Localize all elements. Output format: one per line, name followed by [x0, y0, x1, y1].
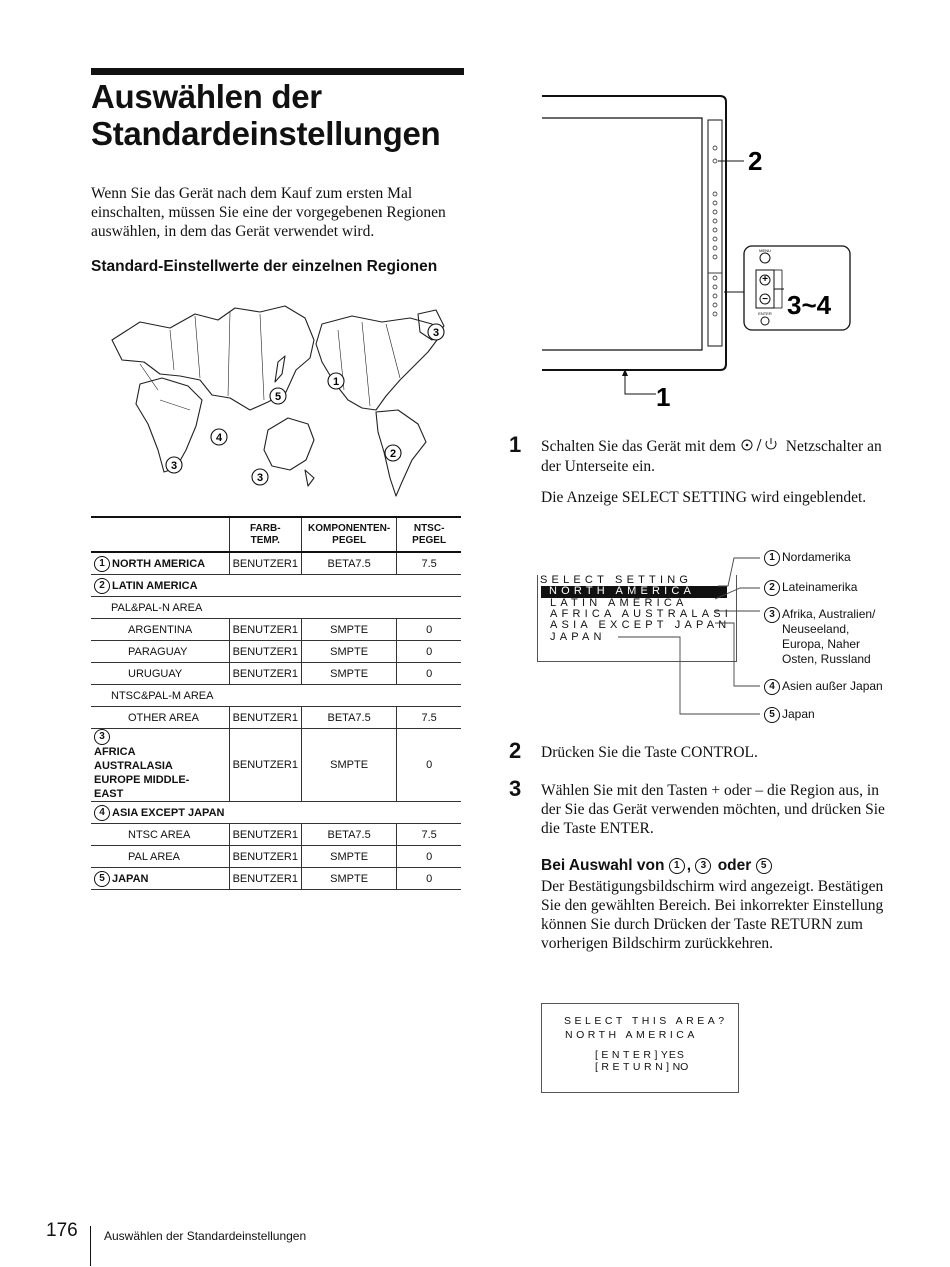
map-label-1: 1	[332, 376, 340, 388]
table-row	[91, 552, 461, 575]
power-switch-icon	[740, 438, 782, 457]
intro-paragraph: Wenn Sie das Gerät nach dem Kauf zum ersten Mal einschalten, müssen Sie eine der vorgegebenen Regionen auswählen, in dem das Gerät verwendet wird.	[91, 185, 446, 240]
row-region-label: PAL&PAL-N AREA	[91, 597, 461, 619]
row-value-c1: BENUTZER1	[229, 729, 301, 802]
enter-label: ENTER	[758, 311, 772, 316]
regions-subheading: Standard-Einstellwerte der einzelnen Regionen	[91, 258, 438, 275]
callout-2: 2	[748, 146, 763, 176]
table-row	[91, 802, 461, 824]
table-row	[91, 641, 461, 663]
region-defaults-table	[91, 516, 461, 890]
svg-text:−: −	[762, 294, 768, 305]
region-label-2: 2 Lateinamerika	[764, 580, 857, 596]
row-value-c3: 0	[397, 641, 461, 663]
row-value-c3: 0	[397, 868, 461, 890]
row-region-label: 1 NORTH AMERICA	[91, 552, 229, 575]
confirm-line-1: SELECT THIS AREA?	[564, 1015, 728, 1027]
confirm-enter: [ENTER]YES	[595, 1049, 685, 1061]
step-2-number: 2	[509, 738, 522, 763]
step-3-text: Wählen Sie mit den Tasten + oder – die Region aus, in der Sie das Gerät verwenden möchten, und drücken Sie die Taste ENTER.	[541, 782, 885, 837]
selection-num-3: 3	[695, 858, 711, 874]
select-item-asia: ASIA EXCEPT JAPAN	[550, 619, 731, 631]
row-value-c3: 0	[397, 663, 461, 685]
map-label-3a: 3	[432, 327, 440, 339]
confirm-return: [RETURN]NO	[595, 1061, 689, 1073]
row-value-c2: SMPTE	[301, 641, 396, 663]
table-row	[91, 619, 461, 641]
page-number: 176	[46, 1220, 78, 1241]
row-region-label: 4 ASIA EXCEPT JAPAN	[91, 802, 461, 824]
row-value-c1: BENUTZER1	[229, 641, 301, 663]
row-region-label: NTSC AREA	[91, 824, 229, 846]
region-label-4: 4 Asien außer Japan	[764, 679, 883, 695]
map-label-4: 4	[215, 432, 223, 444]
row-value-c1: BENUTZER1	[229, 824, 301, 846]
table-row	[91, 868, 461, 890]
row-value-c1: BENUTZER1	[229, 619, 301, 641]
confirm-line-2: NORTH AMERICA	[565, 1029, 698, 1041]
table-row	[91, 597, 461, 619]
row-value-c3: 7.5	[397, 707, 461, 729]
menu-label: MENU	[759, 248, 771, 253]
selection-num-1: 1	[669, 858, 685, 874]
table-row	[91, 707, 461, 729]
svg-text:+: +	[762, 274, 768, 285]
table-row	[91, 824, 461, 846]
map-label-5: 5	[274, 391, 282, 403]
step-2-text: Drücken Sie die Taste CONTROL.	[541, 744, 758, 761]
selection-num-5: 5	[756, 858, 772, 874]
select-item-japan: JAPAN	[550, 631, 606, 643]
region-label-5: 5 Japan	[764, 707, 815, 723]
step-1-text: Schalten Sie das Gerät mit dem Netzschalter an der Unterseite ein.	[541, 438, 882, 475]
select-item-latin-america: LATIN AMERICA	[550, 597, 688, 609]
running-title: Auswählen der Standardeinstellungen	[104, 1229, 307, 1243]
row-region-label: URUGUAY	[91, 663, 229, 685]
select-item-north-america: NORTH AMERICA	[541, 586, 727, 598]
table-row	[91, 846, 461, 868]
row-region-label: 3AFRICA AUSTRALASIA EUROPE MIDDLE-EAST	[91, 729, 229, 802]
region-number-badge: 3	[94, 729, 110, 745]
row-value-c2: BETA7.5	[301, 824, 396, 846]
row-value-c1: BENUTZER1	[229, 846, 301, 868]
map-label-2: 2	[389, 448, 397, 460]
header-ntsc-pegel: NTSC- PEGEL	[397, 517, 461, 552]
callout-1: 1	[656, 382, 671, 412]
callout-3-4: 3~4	[787, 290, 832, 320]
row-value-c2: BETA7.5	[301, 552, 396, 575]
row-value-c1: BENUTZER1	[229, 552, 301, 575]
region-number-badge: 1	[94, 556, 110, 572]
world-region-map	[100, 300, 460, 500]
row-value-c3: 0	[397, 619, 461, 641]
row-region-label: PAL AREA	[91, 846, 229, 868]
map-label-3c: 3	[256, 472, 264, 484]
row-value-c2: SMPTE	[301, 729, 396, 802]
table-row	[91, 663, 461, 685]
select-callout-lines	[600, 548, 770, 728]
row-value-c3: 0	[397, 846, 461, 868]
row-region-label: ARGENTINA	[91, 619, 229, 641]
row-value-c3: 0	[397, 729, 461, 802]
region-number-badge: 2	[94, 578, 110, 594]
row-value-c1: BENUTZER1	[229, 868, 301, 890]
row-value-c3: 7.5	[397, 824, 461, 846]
monitor-illustration	[538, 88, 858, 418]
row-region-label: NTSC&PAL-M AREA	[91, 685, 461, 707]
header-komponenten-pegel: KOMPONENTEN- PEGEL	[301, 517, 396, 552]
confirm-screen	[541, 1003, 739, 1093]
footer-divider	[90, 1226, 91, 1266]
row-value-c2: SMPTE	[301, 846, 396, 868]
row-region-label: 2 LATIN AMERICA	[91, 575, 461, 597]
row-value-c2: BETA7.5	[301, 707, 396, 729]
region-number-badge: 4	[94, 805, 110, 821]
row-region-label: OTHER AREA	[91, 707, 229, 729]
row-region-label: 5 JAPAN	[91, 868, 229, 890]
map-label-3b: 3	[170, 460, 178, 472]
row-value-c3: 7.5	[397, 552, 461, 575]
row-value-c2: SMPTE	[301, 868, 396, 890]
select-screen-title: SELECT SETTING	[540, 574, 693, 586]
table-row	[91, 575, 461, 597]
header-farb-temp: FARB- TEMP.	[229, 517, 301, 552]
title-rule	[91, 68, 464, 75]
region-label-1: 1 Nordamerika	[764, 550, 851, 566]
page-title: Auswählen der Standardeinstellungen	[91, 78, 441, 152]
step-1-note: Die Anzeige SELECT SETTING wird eingeblendet.	[541, 489, 867, 506]
step-1-number: 1	[509, 432, 522, 457]
table-row	[91, 685, 461, 707]
header-region	[91, 517, 229, 552]
row-value-c1: BENUTZER1	[229, 707, 301, 729]
row-region-label: PARAGUAY	[91, 641, 229, 663]
step-3-number: 3	[509, 776, 522, 801]
table-row	[91, 729, 461, 802]
table-header-row	[91, 517, 461, 552]
row-value-c1: BENUTZER1	[229, 663, 301, 685]
selection-heading: Bei Auswahl von 1 , 3 oder 5	[541, 857, 774, 875]
region-label-3: 3 Afrika, Australien/ Neuseeland, Europa, Naher Osten, Russland	[764, 607, 882, 667]
select-item-africa: AFRICA AUSTRALASI	[550, 608, 733, 620]
selection-text: Der Bestätigungsbildschirm wird angezeigt. Bestätigen Sie den gewählten Bereich. Bei inkorrekter Einstellung können Sie durch Drücken der Taste RETURN zum vorherigen Bildschirm zurückkehren.	[541, 878, 884, 952]
row-value-c2: SMPTE	[301, 619, 396, 641]
region-number-badge: 5	[94, 871, 110, 887]
row-value-c2: SMPTE	[301, 663, 396, 685]
